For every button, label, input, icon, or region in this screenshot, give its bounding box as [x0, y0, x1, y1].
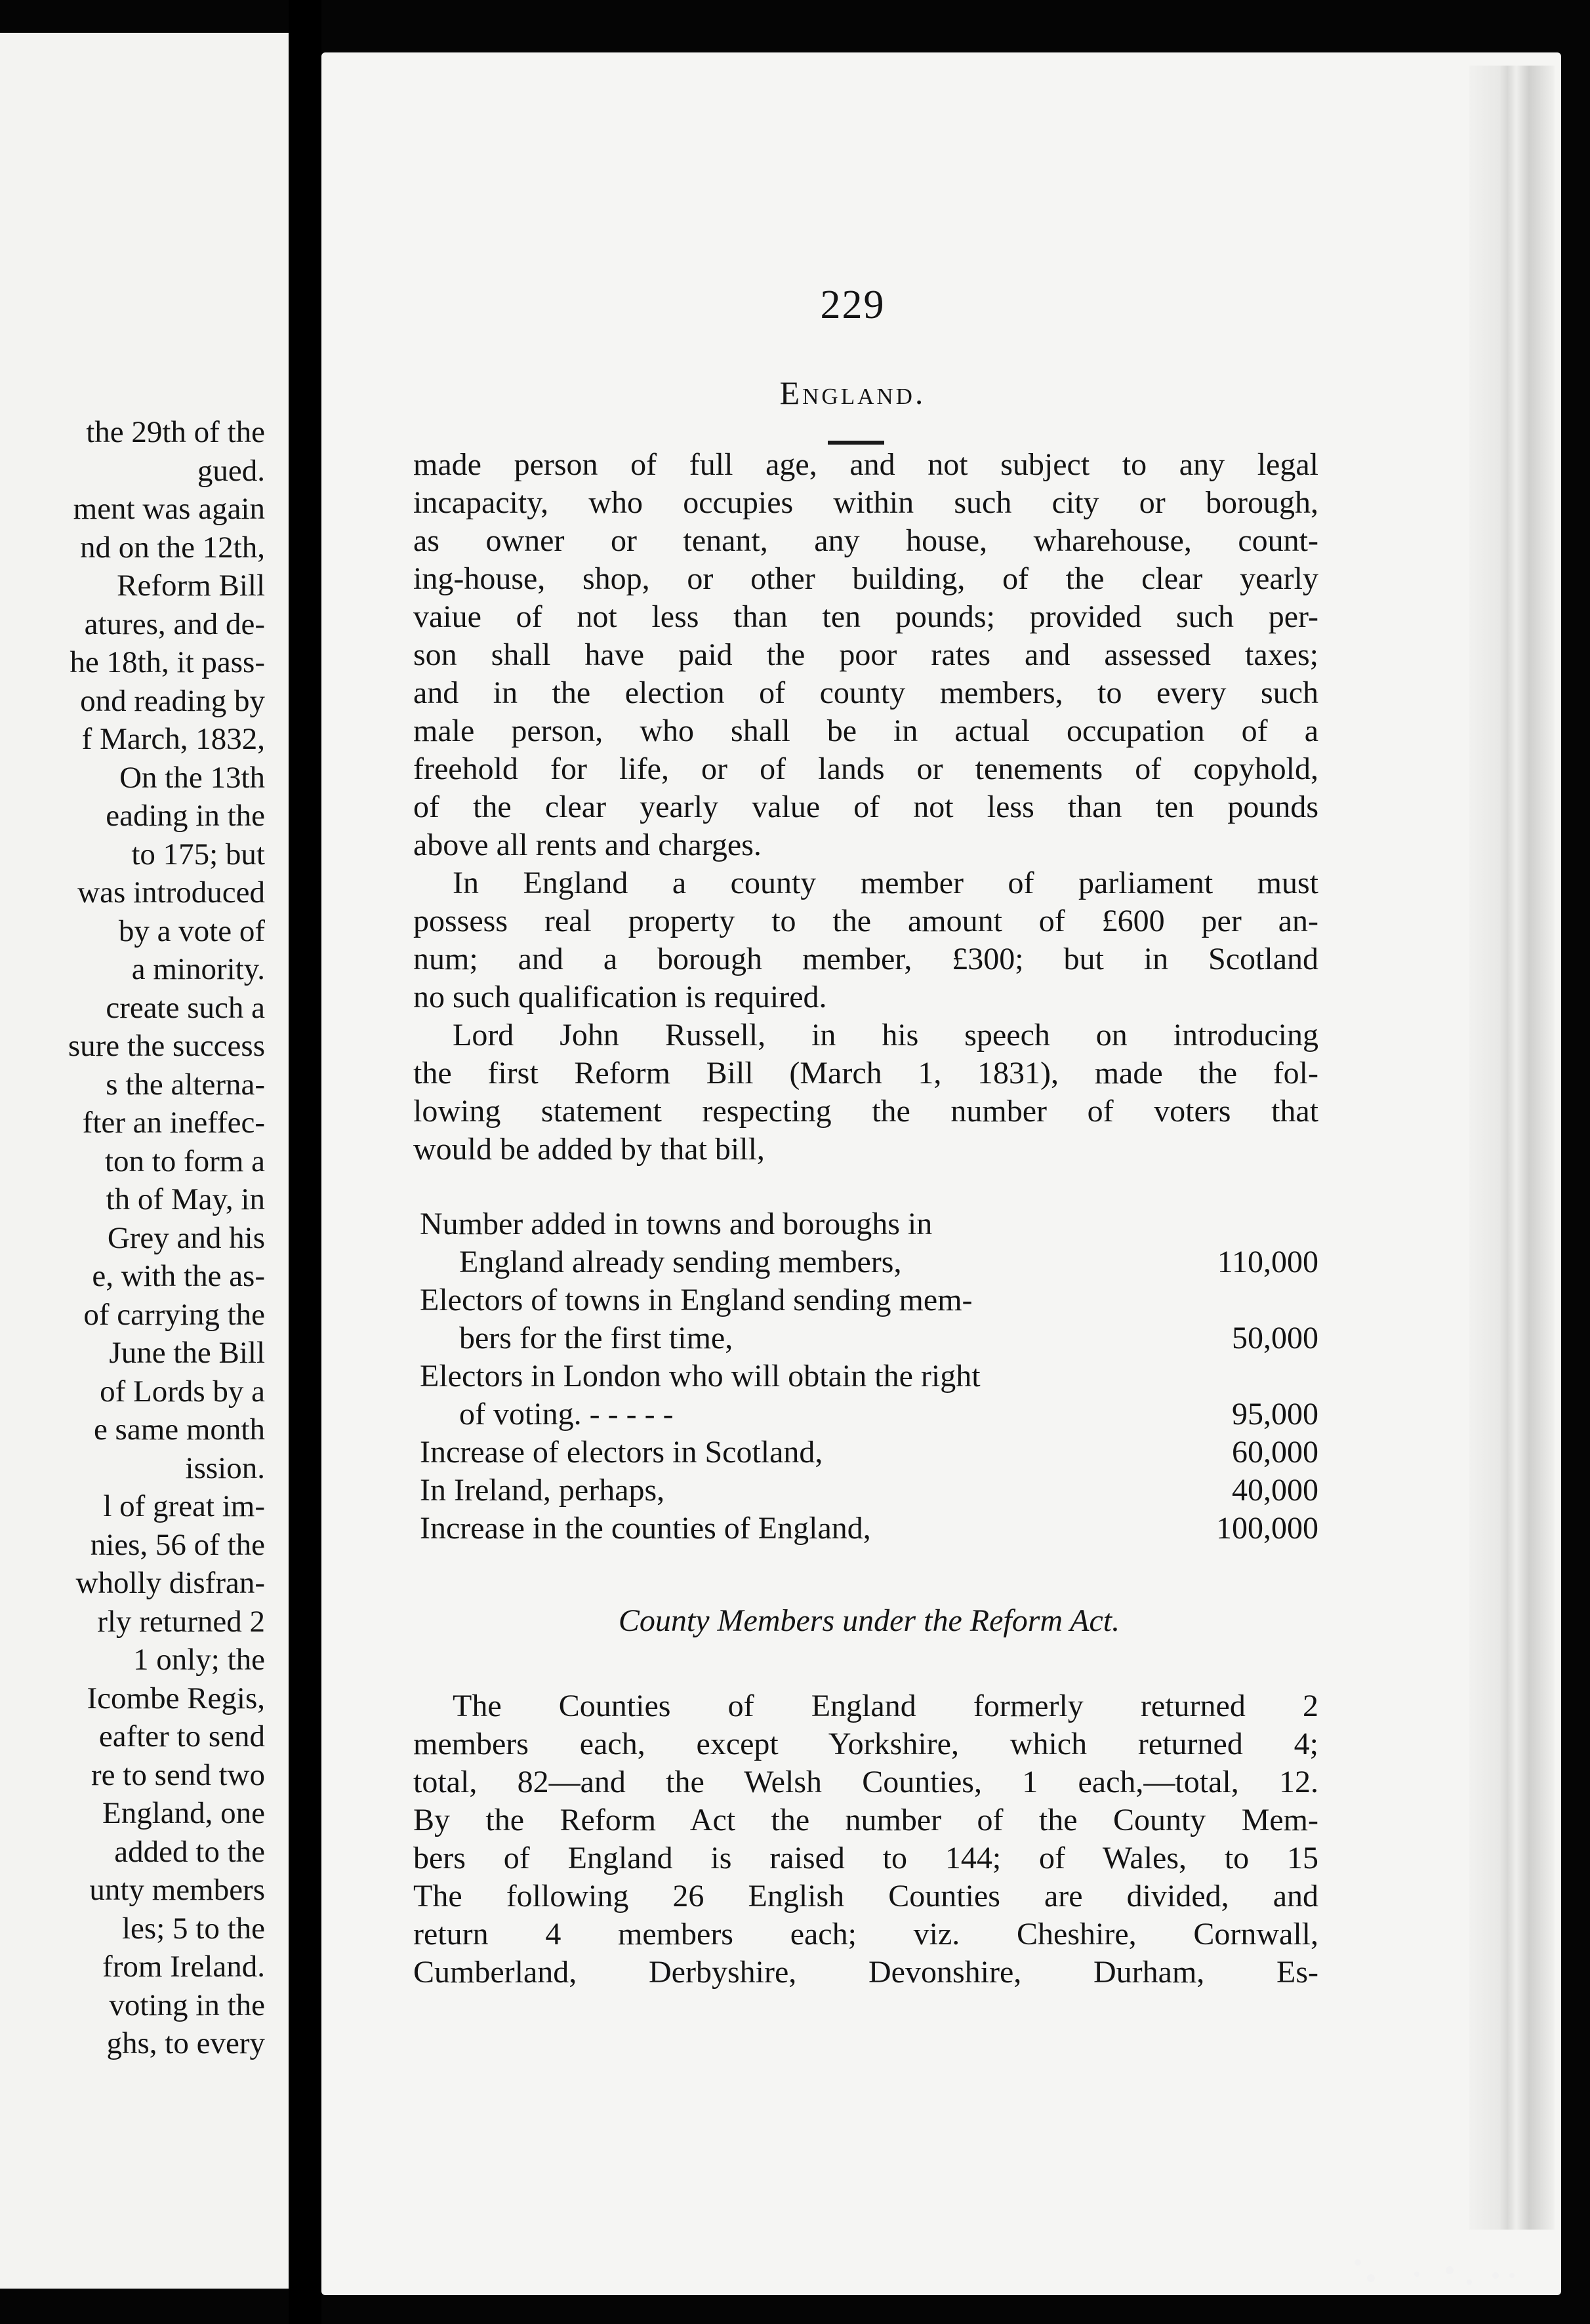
body-line: In England a county member of parliament must: [453, 866, 1318, 900]
table-row: [420, 1395, 1318, 1433]
left-page-line: re to send two: [91, 1757, 265, 1792]
body-line: freehold for life, or of lands or tenements of copyhold,: [413, 751, 1318, 786]
table-row-description: In Ireland, perhaps,: [420, 1473, 665, 1508]
table-row-description: England already sending members,: [459, 1245, 902, 1279]
left-page-line: On the 13th: [119, 760, 265, 795]
table-row-description: Increase of electors in Scotland,: [420, 1435, 823, 1470]
body-line: and in the election of county members, to every such: [413, 675, 1318, 710]
table-row-description: Increase in the counties of England,: [420, 1511, 871, 1546]
table-row: [420, 1205, 1318, 1243]
left-page: [0, 33, 289, 2289]
left-page-line: of Lords by a: [100, 1374, 265, 1409]
table-row-description: of voting. - - - - -: [459, 1397, 674, 1432]
body-line: the first Reform Bill (March 1, 1831), made the fol-: [413, 1056, 1318, 1091]
left-page-line: ond reading by: [80, 683, 265, 718]
left-page-line: fter an ineffec-: [82, 1106, 265, 1140]
left-page-line: nd on the 12th,: [80, 530, 265, 565]
left-page-line: unty members: [89, 1873, 265, 1907]
table-row: [420, 1281, 1318, 1319]
left-page-line: ission.: [185, 1451, 265, 1485]
running-heading: England.: [779, 374, 926, 411]
body-line: made person of full age, and not subject to any legal: [413, 447, 1318, 482]
left-page-line: June the Bill: [109, 1336, 265, 1370]
left-page-line: Grey and his: [107, 1220, 265, 1255]
table-row: [420, 1243, 1318, 1281]
table-row-value: 60,000: [1232, 1435, 1318, 1470]
left-page-line: England, one: [102, 1796, 265, 1830]
left-page-line: added to the: [114, 1834, 265, 1869]
scan-specks: [1345, 2256, 1561, 2295]
table-row-description: bers for the first time,: [459, 1321, 733, 1355]
body-line: male person, who shall be in actual occupation of a: [413, 713, 1318, 748]
left-page-line: e same month: [93, 1412, 265, 1447]
body-line: vaiue of not less than ten pounds; provided such per-: [413, 599, 1318, 634]
table-row-value: 50,000: [1232, 1321, 1318, 1355]
left-page-line: eading in the: [106, 799, 265, 833]
table-row-value: 100,000: [1216, 1511, 1318, 1546]
left-page-line: sure the success: [68, 1029, 265, 1063]
table-row-description: Number added in towns and boroughs in: [420, 1207, 933, 1241]
left-page-line: he 18th, it pass-: [70, 645, 265, 679]
body-line: no such qualification is required.: [413, 980, 827, 1014]
body-line: The following 26 English Counties are divided, and: [413, 1879, 1318, 1913]
table-row-value: [1187, 1281, 1318, 1319]
left-page-line: l of great im-: [103, 1489, 265, 1523]
body-line: bers of England is raised to 144; of Wales, to 15: [413, 1841, 1318, 1875]
table-row: [420, 1472, 1318, 1510]
table-row-value: [1187, 1357, 1318, 1395]
left-page-line: from Ireland.: [102, 1950, 265, 1984]
left-page-line: to 175; but: [131, 837, 265, 872]
body-line: as owner or tenant, any house, wharehouse, count-: [413, 523, 1318, 558]
body-line: Lord John Russell, in his speech on introducing: [453, 1018, 1318, 1052]
table-row-value: 95,000: [1232, 1397, 1318, 1432]
county-members-paragraph: [413, 1687, 1318, 1992]
left-page-line: a minority.: [131, 952, 265, 986]
body-line: The Counties of England formerly returned 2: [453, 1689, 1318, 1723]
table-row-description: Electors in London who will obtain the right: [420, 1359, 981, 1393]
table-row-value: 110,000: [1217, 1245, 1318, 1279]
body-line: total, 82—and the Welsh Counties, 1 each,—total, 12.: [413, 1765, 1318, 1799]
left-page-line: eafter to send: [98, 1719, 265, 1753]
body-line: Cumberland, Derbyshire, Devonshire, Durham, Es-: [413, 1955, 1318, 1990]
left-page-line: voting in the: [109, 1988, 265, 2022]
left-page-line: 1 only; the: [132, 1643, 265, 1677]
heading-rule: [828, 441, 884, 445]
page-number: 229: [820, 283, 886, 327]
body-line: would be added by that bill,: [413, 1132, 765, 1167]
left-page-line: ment was again: [73, 492, 265, 526]
left-page-line: les; 5 to the: [122, 1911, 265, 1946]
body-line: members each, except Yorkshire, which returned 4;: [413, 1727, 1318, 1761]
body-line: son shall have paid the poor rates and assessed taxes;: [413, 637, 1318, 672]
left-page-line: e, with the as-: [92, 1259, 265, 1293]
left-page-line: Icombe Regis,: [87, 1681, 265, 1715]
left-page-line: ghs, to every: [106, 2026, 265, 2060]
left-page-line: was introduced: [77, 875, 265, 910]
voter-statistics-table: [420, 1205, 1318, 1548]
body-line: above all rents and charges.: [413, 828, 762, 862]
left-page-line: of carrying the: [83, 1297, 265, 1332]
left-page-line: create such a: [106, 990, 265, 1025]
left-page-line: gued.: [197, 453, 265, 488]
left-page-line: nies, 56 of the: [90, 1527, 265, 1562]
body-line: incapacity, who occupies within such city or borough,: [413, 485, 1318, 520]
left-page-line: s the alterna-: [106, 1067, 265, 1102]
left-page-line: rly returned 2: [97, 1604, 265, 1639]
body-line: num; and a borough member, £300; but in Scotland: [413, 942, 1318, 976]
table-row: [420, 1319, 1318, 1357]
table-row-value: 40,000: [1232, 1473, 1318, 1508]
body-paragraphs: [413, 446, 1318, 1169]
left-page-line: the 29th of the: [86, 415, 265, 449]
body-line: ing-house, shop, or other building, of the clear yearly: [413, 561, 1318, 596]
left-page-line: wholly disfran-: [75, 1566, 265, 1600]
left-page-line: f March, 1832,: [81, 722, 265, 756]
body-line: possess real property to the amount of £600 per an-: [413, 904, 1318, 938]
table-row-description: Electors of towns in England sending mem-: [420, 1283, 973, 1317]
table-row: [420, 1433, 1318, 1472]
table-row: [420, 1357, 1318, 1395]
body-line: By the Reform Act the number of the County Mem-: [413, 1803, 1318, 1837]
table-row-value: [1187, 1205, 1318, 1243]
body-line: return 4 members each; viz. Cheshire, Cornwall,: [413, 1917, 1318, 1952]
left-page-text: [0, 413, 269, 2063]
left-page-line: th of May, in: [106, 1182, 265, 1216]
left-page-line: Reform Bill: [117, 569, 265, 603]
left-page-line: atures, and de-: [84, 607, 265, 641]
left-page-line: by a vote of: [118, 913, 265, 948]
left-page-line: ton to form a: [104, 1144, 265, 1178]
table-row: [420, 1510, 1318, 1548]
body-line: lowing statement respecting the number of voters that: [413, 1094, 1318, 1129]
page-edge-stack: [1469, 66, 1555, 2230]
body-line: of the clear yearly value of not less than ten pounds: [413, 790, 1318, 824]
section-subheading: County Members under the Reform Act.: [618, 1603, 1120, 1638]
book-gutter: [289, 0, 321, 2324]
